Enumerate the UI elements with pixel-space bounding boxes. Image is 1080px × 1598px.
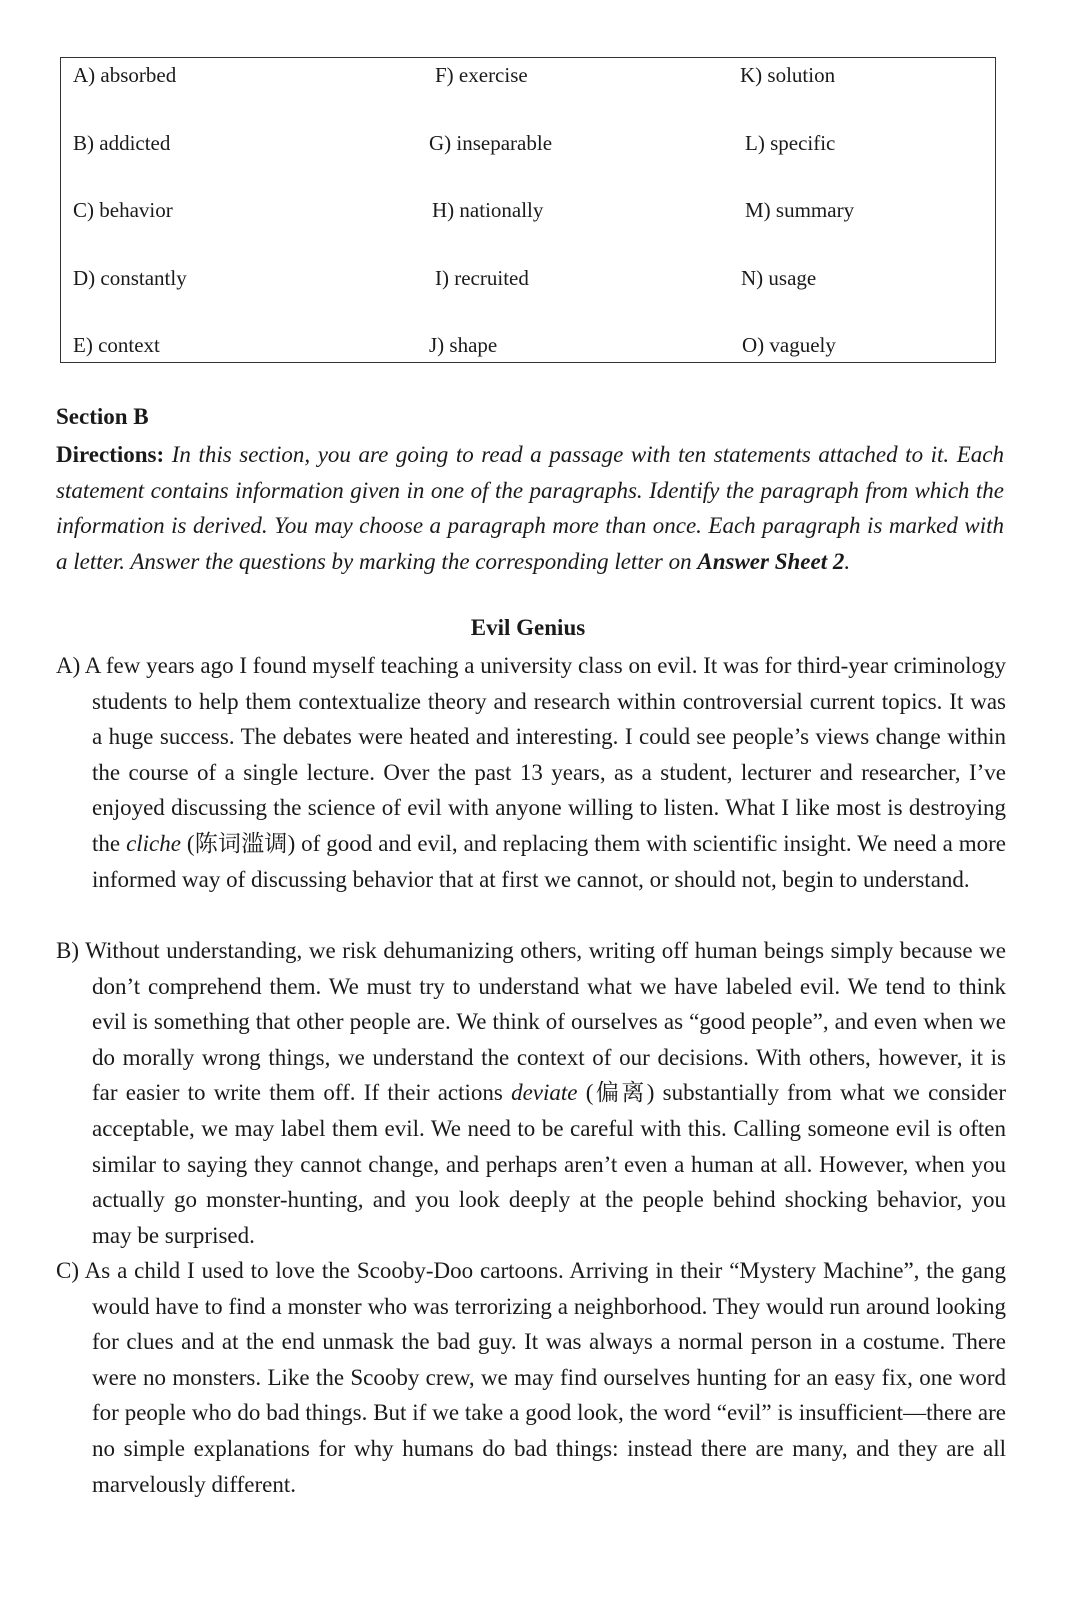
word-option: F) exercise (435, 63, 528, 87)
word-option: G) inseparable (429, 131, 553, 155)
passage-title: Evil Genius (470, 615, 586, 640)
directions-text: In this section, you are going to read a passage with ten statements attached to it. Each statement contains information given in one of the paragraphs. Identify the paragraph from which the information is derived. You may choose a paragraph more than once. Each paragraph is marked with a letter. Answer the questions by marking the corresponding letter on (56, 442, 1004, 574)
section-title: Section B (56, 404, 149, 429)
italic-term: deviate (511, 1080, 578, 1106)
paragraph-c (56, 1253, 1006, 1502)
directions (56, 437, 1004, 579)
answer-sheet-ref: Answer Sheet 2 (697, 548, 845, 574)
word-option: E) context (73, 333, 160, 357)
word-option: O) vaguely (742, 333, 836, 357)
directions-label: Directions: (56, 442, 165, 467)
paragraph-text: (偏离) substantially from what we consider acceptable, we may label them evil. We need to be careful with this. Calling someone evil is often similar to saying they cannot change, and perhaps aren’t even a human at all. However, when you actually go monster-hunting, and you look deeply at the people behind shocking behavior, you may be surprised. (92, 1080, 1006, 1248)
word-option: K) solution (740, 63, 836, 87)
word-option: I) recruited (435, 266, 529, 290)
paragraph-b (56, 933, 1006, 1253)
word-option: C) behavior (73, 198, 173, 222)
word-option: D) constantly (73, 266, 187, 290)
word-option: L) specific (745, 131, 836, 155)
paragraph-text: C) As a child I used to love the Scooby-Doo cartoons. Arriving in their “Mystery Machine”, the gang would have to find a monster who was terrorizing a neighborhood. They would run around looking for clues and at the end unmask the bad guy. It was always a normal person in a costume. There were no monsters. Like the Scooby crew, we may find ourselves hunting for an easy fix, one word for people who do bad things. But if we take a good look, the word “evil” is insufficient—there are no simple explanations for why humans do bad things: instead there are many, and they are all marvelously different. (56, 1258, 1006, 1497)
word-option: M) summary (745, 198, 855, 222)
word-option: J) shape (429, 333, 498, 357)
paragraph-text: A) A few years ago I found myself teaching a university class on evil. It was for third-year criminology students to help them contextualize theory and research within controversial current topics. It was a huge success. The debates were heated and interesting. I could see people’s views change within the course of a single lecture. Over the past 13 years, as a student, lecturer and researcher, I’ve enjoyed discussing the science of evil with anyone willing to listen. What I like most is destroying the (56, 653, 1006, 856)
word-option: A) absorbed (73, 63, 177, 87)
word-option: B) addicted (73, 131, 171, 155)
italic-term: cliche (126, 830, 181, 856)
word-option: H) nationally (432, 198, 544, 222)
word-option: N) usage (741, 266, 817, 290)
word-bank-box (60, 57, 996, 363)
directions-end: . (844, 548, 851, 574)
paragraph-text: B) Without understanding, we risk dehumanizing others, writing off human beings simply because we don’t comprehend them. We must try to understand what we have labeled evil. We tend to think evil is something that other people are. We think of ourselves as “good people”, and even when we do morally wrong things, we understand the context of our decisions. With others, however, it is far easier to write them off. If their actions (56, 938, 1006, 1106)
paragraph-a (56, 648, 1006, 897)
paragraph-text: (陈词滥调) of good and evil, and replacing them with scientific insight. We need a more informed way of discussing behavior that at first we cannot, or should not, begin to understand. (92, 830, 1006, 892)
